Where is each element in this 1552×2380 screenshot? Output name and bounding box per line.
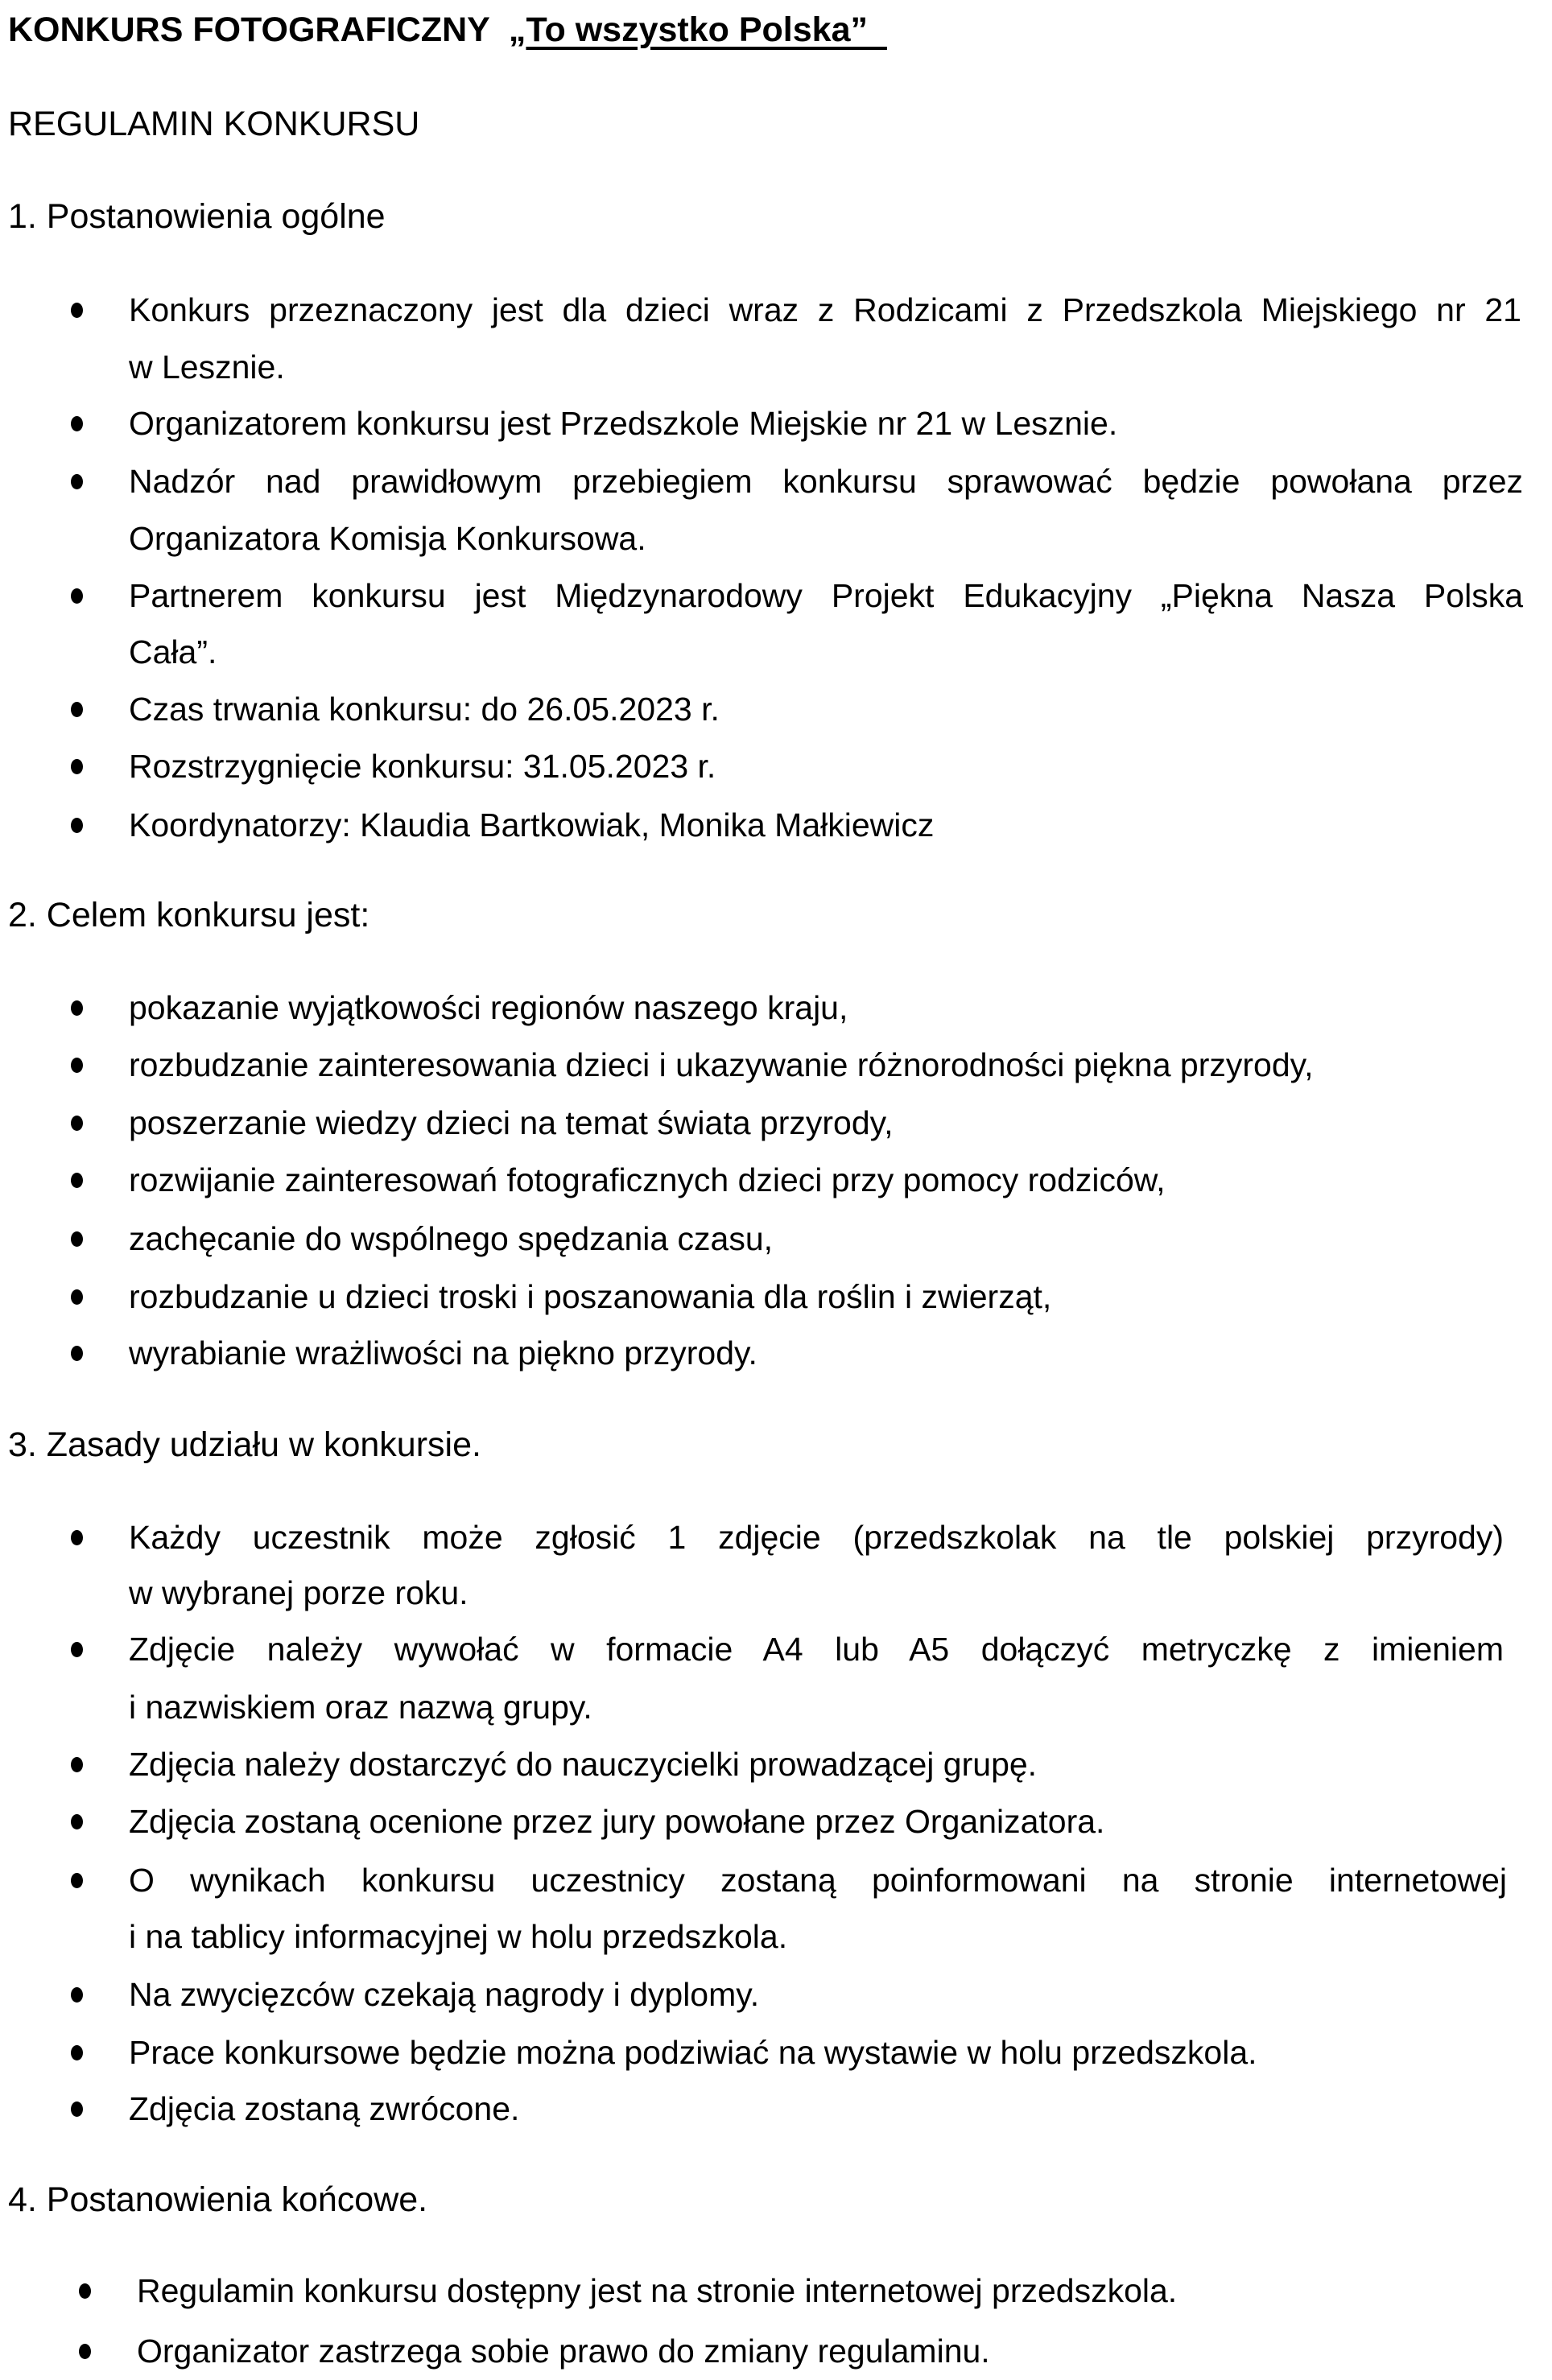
list-item-text: poszerzanie wiedzy dzieci na temat świata przyrody, [129, 1104, 894, 1141]
document-title [8, 2, 887, 59]
bullet-icon [71, 1346, 83, 1361]
bullet-icon [71, 1814, 83, 1829]
list-item-text: Zdjęcie należy wywołać w formacie A4 lub A5 dołączyć metryczkę z imieniem [129, 1631, 1504, 1668]
list-item-text: Rozstrzygnięcie konkursu: 31.05.2023 r. [129, 748, 716, 785]
title-contest-name: To wszystko Polska” [526, 10, 887, 49]
bullet-icon [71, 759, 83, 774]
list-item-text: Zdjęcia zostaną ocenione przez jury powołane przez Organizatora. [129, 1803, 1105, 1840]
list-item-text: Regulamin konkursu dostępny jest na stronie internetowej przedszkola. [137, 2272, 1178, 2309]
bullet-icon [71, 1642, 83, 1657]
bullet-icon [71, 1058, 83, 1073]
list-item-text: i na tablicy informacyjnej w holu przedszkola. [129, 1918, 788, 1955]
bullet-icon [79, 2344, 91, 2359]
bullet-icon [79, 2283, 91, 2299]
section-1-heading: 1. Postanowienia ogólne [8, 197, 386, 236]
list-item-text: Organizatorem konkursu jest Przedszkole Miejskie nr 21 w Lesznie. [129, 405, 1118, 442]
section-4-heading: 4. Postanowienia końcowe. [8, 2180, 428, 2219]
list-item-text: rozbudzanie u dzieci troski i poszanowania dla roślin i zwierząt, [129, 1278, 1052, 1315]
bullet-icon [71, 1289, 83, 1305]
list-item-text: Zdjęcia zostaną zwrócone. [129, 2090, 520, 2127]
list-item-text: Konkurs przeznaczony jest dla dzieci wraz z Rodzicami z Przedszkola Miejskiego nr 21 [129, 291, 1521, 328]
list-item-text: Organizator zastrzega sobie prawo do zmiany regulaminu. [137, 2333, 990, 2370]
list-item-text: Prace konkursowe będzie można podziwiać na wystawie w holu przedszkola. [129, 2034, 1257, 2071]
bullet-icon [71, 1231, 83, 1247]
list-item-text: O wynikach konkursu uczestnicy zostaną poinformowani na stronie internetowej [129, 1862, 1507, 1899]
list-item-text: Partnerem konkursu jest Międzynarodowy Projekt Edukacyjny „Piękna Nasza Polska [129, 577, 1523, 614]
section-2-heading: 2. Celem konkursu jest: [8, 896, 370, 934]
bullet-icon [71, 1530, 83, 1545]
list-item-text: Organizatora Komisja Konkursowa. [129, 520, 646, 557]
list-item [0, 282, 1552, 339]
bullet-icon [71, 1873, 83, 1888]
bullet-icon [71, 2102, 83, 2117]
list-item-text: Koordynatorzy: Klaudia Bartkowiak, Monika Małkiewicz [129, 806, 935, 844]
list-item-text: wyrabianie wrażliwości na piękno przyrody. [129, 1334, 757, 1371]
bullet-icon [71, 588, 83, 604]
list-item-text: Każdy uczestnik może zgłosić 1 zdjęcie (przedszkolak na tle polskiej przyrody) [129, 1519, 1504, 1556]
list-item-text: Zdjęcia należy dostarczyć do nauczycielki prowadzącej grupę. [129, 1746, 1038, 1783]
section-3-heading: 3. Zasady udziału w konkursie. [8, 1425, 481, 1464]
list-item-text: Nadzór nad prawidłowym przebiegiem konkursu sprawować będzie powołana przez [129, 463, 1523, 500]
title-prefix: KONKURS FOTOGRAFICZNY „ [8, 10, 526, 49]
list-item-text: w Lesznie. [129, 349, 285, 386]
bullet-icon [71, 416, 83, 431]
list-item-text: w wybranej porze roku. [129, 1574, 468, 1611]
list-item-text: rozbudzanie zainteresowania dzieci i ukazywanie różnorodności piękna przyrody, [129, 1046, 1314, 1083]
bullet-icon [71, 1116, 83, 1131]
bullet-icon [71, 818, 83, 833]
bullet-icon [71, 1757, 83, 1772]
list-item-text: i nazwiskiem oraz nazwą grupy. [129, 1689, 592, 1726]
list-item-text: rozwijanie zainteresowań fotograficznych dzieci przy pomocy rodziców, [129, 1161, 1166, 1198]
bullet-icon [71, 2045, 83, 2060]
bullet-icon [71, 303, 83, 318]
bullet-icon [71, 1173, 83, 1188]
list-item-text: zachęcanie do wspólnego spędzania czasu, [129, 1220, 774, 1257]
list-item-text: Na zwycięzców czekają nagrody i dyplomy. [129, 1976, 760, 2013]
bullet-icon [71, 1987, 83, 2003]
list-item-text: Czas trwania konkursu: do 26.05.2023 r. [129, 691, 720, 728]
list-item-text: Cała”. [129, 633, 217, 670]
list-item-text: pokazanie wyjątkowości regionów naszego kraju, [129, 989, 848, 1026]
bullet-icon [71, 474, 83, 489]
bullet-icon [71, 702, 83, 717]
document-subtitle: REGULAMIN KONKURSU [8, 105, 420, 143]
bullet-icon [71, 1000, 83, 1016]
